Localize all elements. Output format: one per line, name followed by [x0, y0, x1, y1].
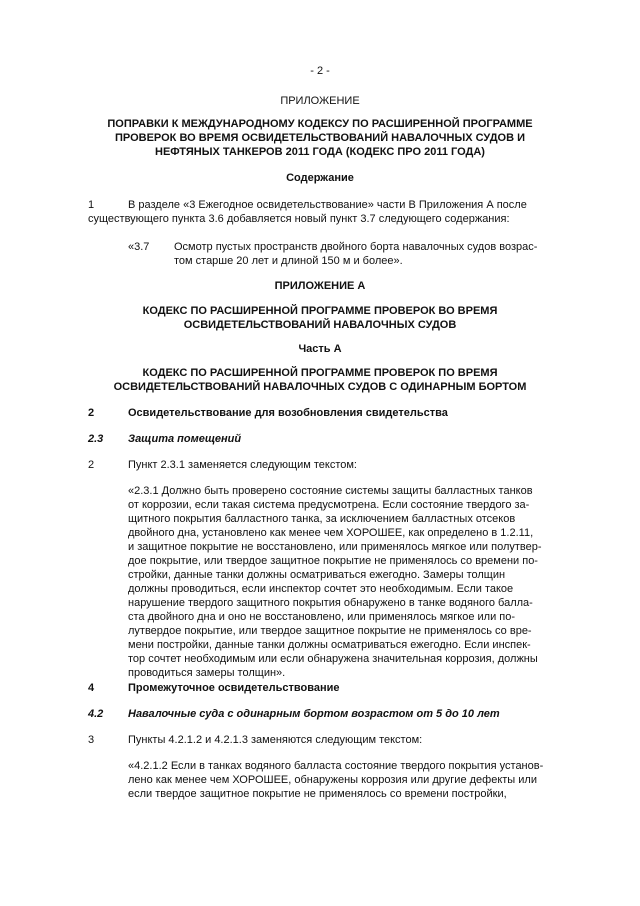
quote-2-3-1-line: и защитное покрытие не восстановлено, или применялось мягкое или полутвер- — [128, 541, 542, 553]
quote-3-7-number: «3.7 — [128, 241, 150, 253]
quote-4-2-1-2-line: лено как менее чем ХОРОШЕЕ, обнаружены коррозия или другие дефекты или — [128, 774, 537, 786]
item-1-line-2: существующего пункта 3.6 добавляется новый пункт 3.7 следующего содержания: — [88, 213, 510, 225]
section-4-title: Промежуточное освидетельствование — [128, 682, 340, 694]
section-4-2-title: Навалочные суда с одинарным бортом возрастом от 5 до 10 лет — [128, 708, 500, 720]
quote-2-3-1-line: дое покрытие, или твердое защитное покрытие не применялось со времени по- — [128, 555, 538, 567]
quote-2-3-1-line: стройки, данные танки должны осматриваться ежегодно. Замеры толщин — [128, 569, 506, 581]
title-line-3: НЕФТЯНЫХ ТАНКЕРОВ 2011 ГОДА (КОДЕКС ПРО 2011 ГОДА) — [155, 146, 485, 158]
annex-label: ПРИЛОЖЕНИЕ — [280, 95, 360, 107]
item-3-text: Пункты 4.2.1.2 и 4.2.1.3 заменяются следующим текстом: — [128, 734, 423, 746]
part-a-title-line-2: ОСВИДЕТЕЛЬСТВОВАНИЙ НАВАЛОЧНЫХ СУДОВ С ОДИНАРНЫМ БОРТОМ — [113, 381, 527, 393]
title-line-2: ПРОВЕРОК ВО ВРЕМЯ ОСВИДЕТЕЛЬСТВОВАНИЙ НАВАЛОЧНЫХ СУДОВ И — [114, 132, 526, 144]
quote-2-3-1-line: лутвердое покрытие, или твердое защитное покрытие не применялось со вре- — [128, 625, 532, 637]
item-3-number: 3 — [88, 734, 95, 746]
section-4-2-number: 4.2 — [88, 708, 104, 720]
title-line-1: ПОПРАВКИ К МЕЖДУНАРОДНОМУ КОДЕКСУ ПО РАСШИРЕННОЙ ПРОГРАММЕ — [107, 118, 533, 130]
quote-2-3-1-line: щитного покрытия балластного танка, за исключением балластных отсеков — [128, 513, 516, 525]
quote-2-3-1-line: от коррозии, если такая система предусмотрена. Если состояние твердого за- — [128, 499, 530, 511]
quote-4-2-1-2-line: если твердое защитное покрытие не применялось со времени постройки, — [128, 788, 507, 800]
page-number: - 2 - — [310, 65, 330, 77]
quote-3-7-line-2: том старше 20 лет и длиной 150 м и более». — [174, 255, 403, 267]
section-2-number: 2 — [88, 407, 95, 419]
item-1-number: 1 — [88, 199, 95, 211]
quote-2-3-1-line: тор сочтет необходимым или если обнаружена значительная коррозия, должны — [128, 653, 538, 665]
quote-2-3-1-line: должны проводиться, если инспектор сочтет это необходимым. Если такое — [128, 583, 514, 595]
quote-3-7-line-1: Осмотр пустых пространств двойного борта навалочных судов возрас- — [174, 241, 538, 253]
annex-a-heading: ПРИЛОЖЕНИЕ А — [274, 280, 366, 292]
quote-2-3-1-line: мени постройки, данные танки должны осматриваться ежегодно. Если инспек- — [128, 639, 531, 651]
item-2-number: 2 — [88, 459, 95, 471]
item-2-text: Пункт 2.3.1 заменяется следующим текстом: — [128, 459, 357, 471]
section-2-3-title: Защита помещений — [128, 433, 242, 445]
section-2-title: Освидетельствование для возобновления свидетельства — [128, 407, 448, 419]
section-2-3-number: 2.3 — [88, 433, 104, 445]
code-title-line-2: ОСВИДЕТЕЛЬСТВОВАНИЙ НАВАЛОЧНЫХ СУДОВ — [183, 319, 457, 331]
code-title-line-1: КОДЕКС ПО РАСШИРЕННОЙ ПРОГРАММЕ ПРОВЕРОК ВО ВРЕМЯ — [142, 305, 498, 317]
item-1-line-1: В разделе «3 Ежегодное освидетельствование» части В Приложения А после — [128, 199, 527, 211]
section-4-number: 4 — [88, 682, 95, 694]
quote-2-3-1-line: ста двойного дна и оно не восстановлено, или применялось мягкое или по- — [128, 611, 516, 623]
quote-2-3-1 — [128, 484, 553, 680]
quote-2-3-1-line: «2.3.1 Должно быть проверено состояние системы защиты балластных танков — [128, 485, 533, 497]
quote-4-2-1-2-line: «4.2.1.2 Если в танках водяного балласта состояние твердого покрытия установ- — [128, 760, 544, 772]
quote-2-3-1-line: двойного дна, установлено как менее чем ХОРОШЕЕ, как определено в 1.2.11, — [128, 527, 534, 539]
part-a-label: Часть А — [298, 343, 342, 355]
quote-2-3-1-line: проводиться замеры толщин». — [128, 667, 286, 679]
contents-heading: Содержание — [286, 172, 354, 184]
quote-4-2-1-2 — [128, 759, 553, 801]
part-a-title-line-1: КОДЕКС ПО РАСШИРЕННОЙ ПРОГРАММЕ ПРОВЕРОК ПО ВРЕМЯ — [142, 367, 498, 379]
quote-2-3-1-line: нарушение твердого защитного покрытия обнаружено в танке водяного балла- — [128, 597, 533, 609]
